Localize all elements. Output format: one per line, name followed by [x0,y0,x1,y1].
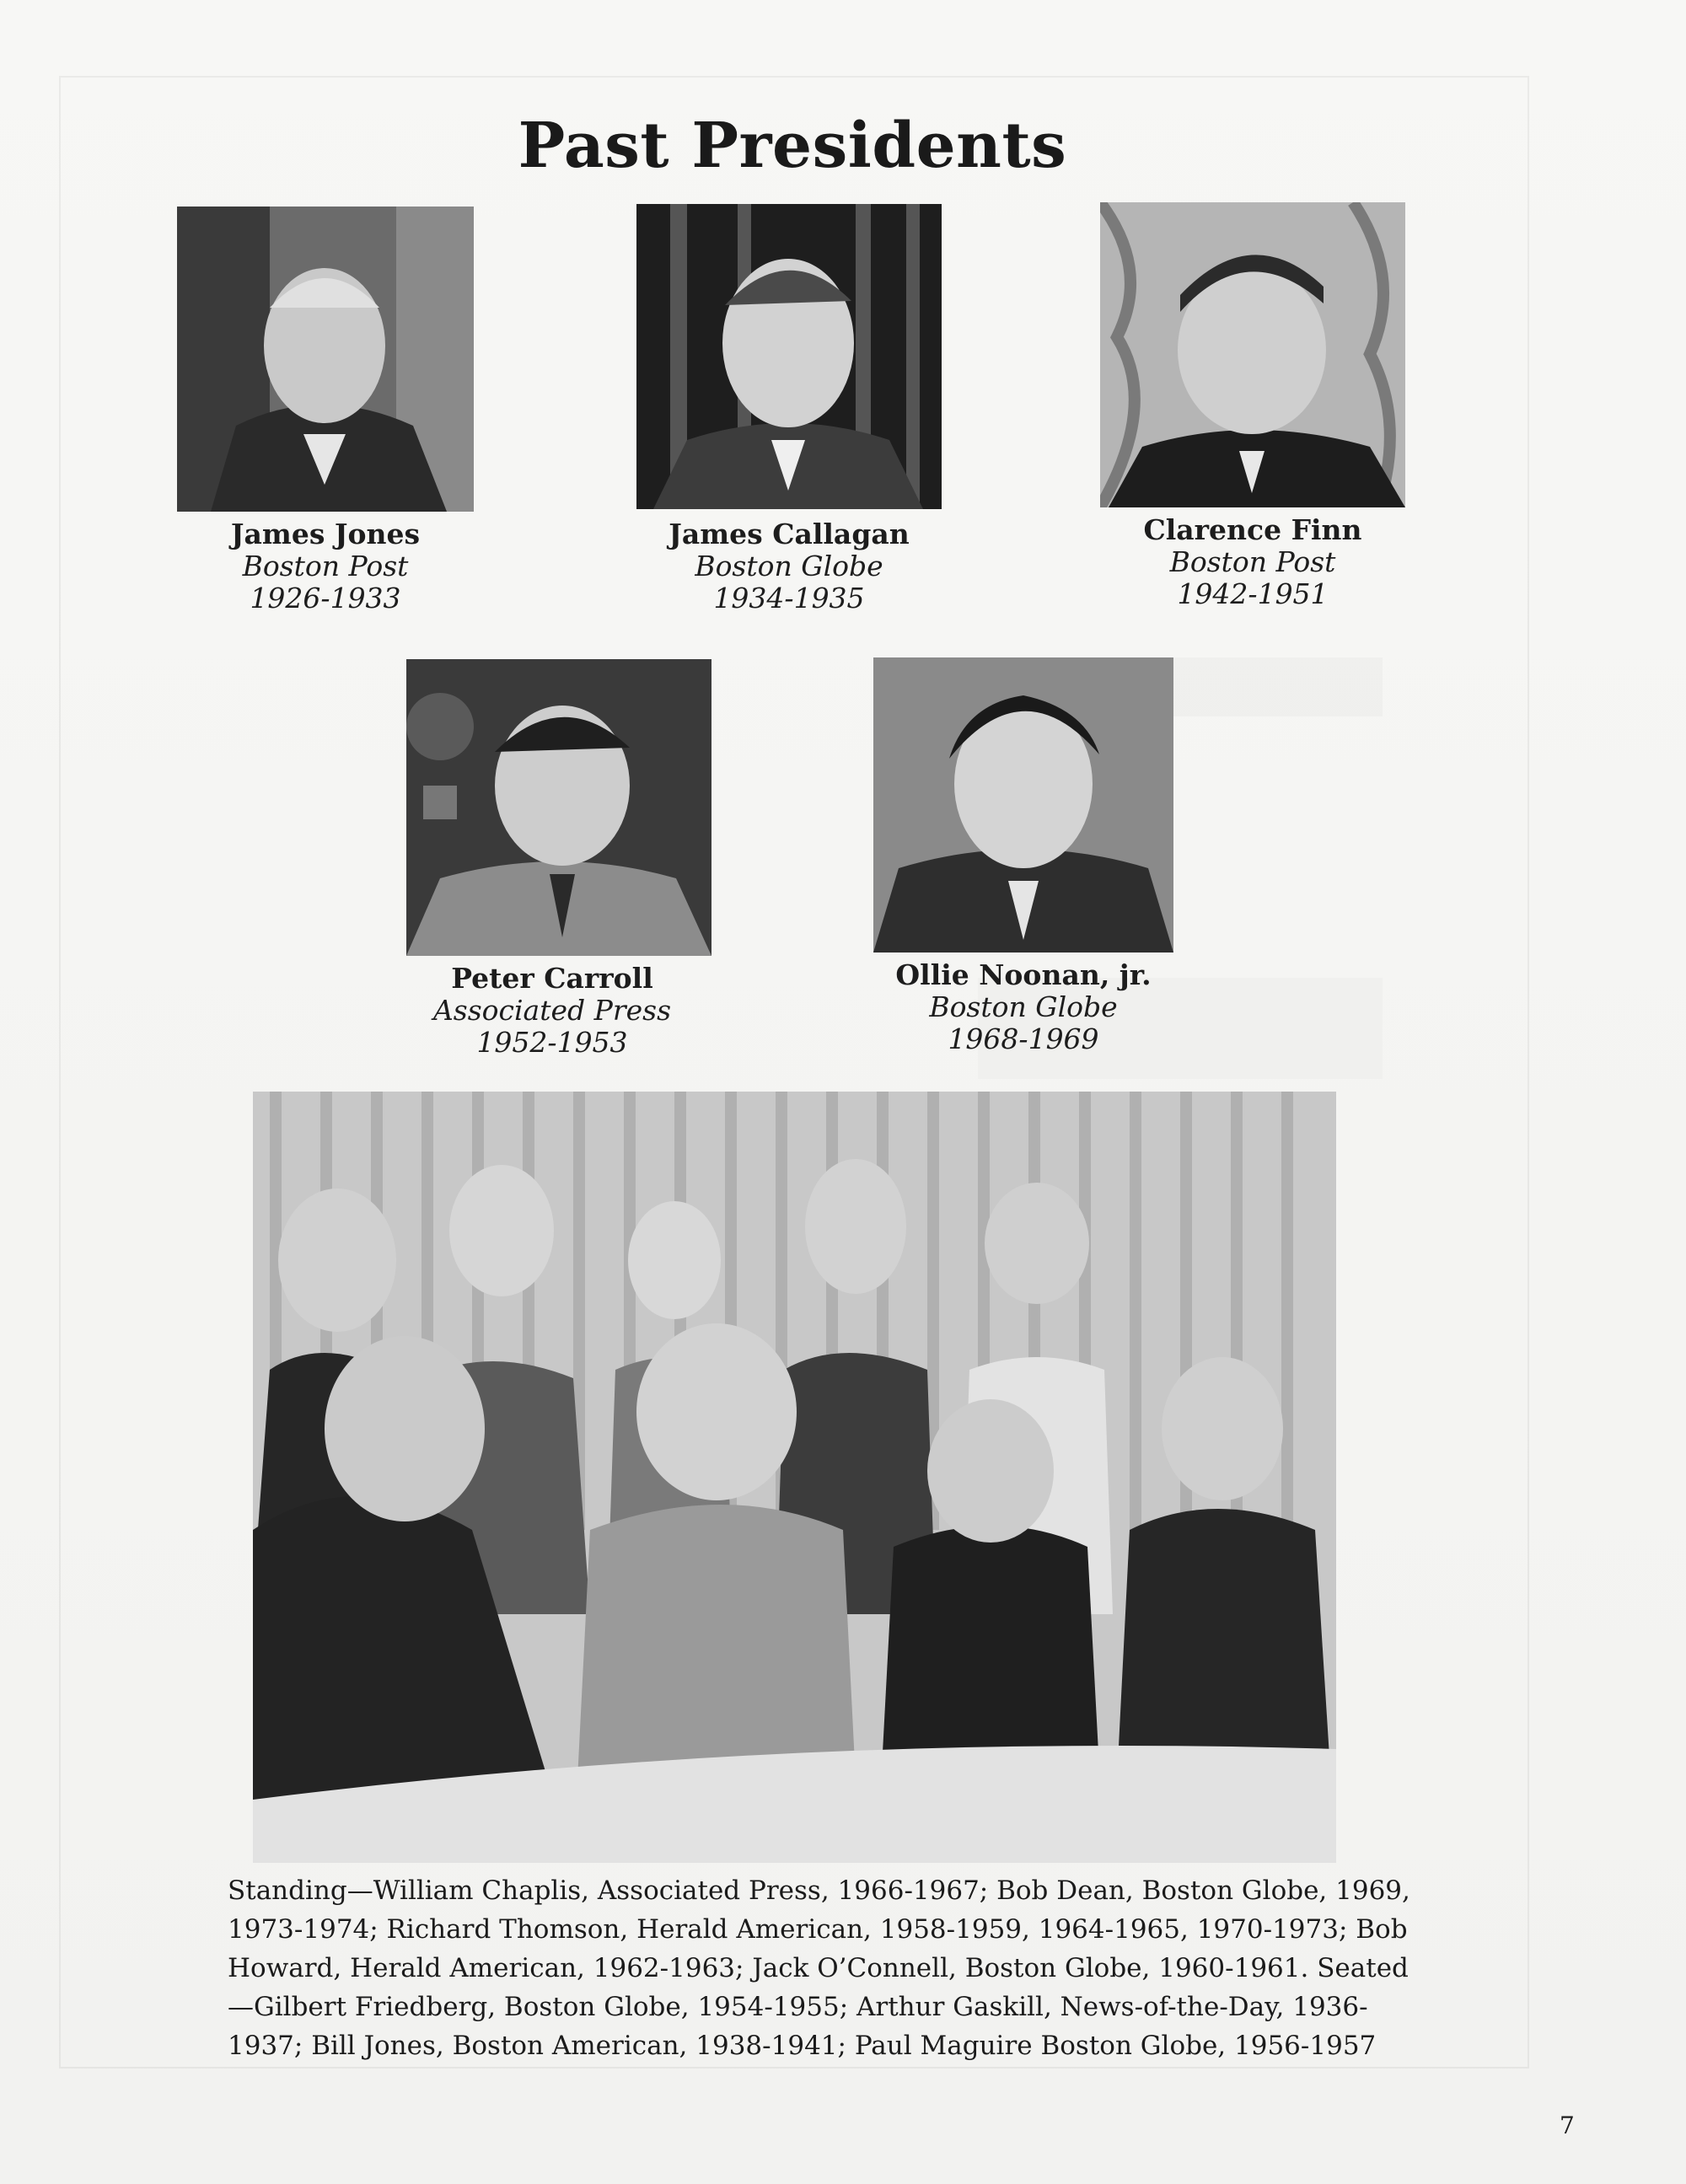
caption-clarence-finn [1084,514,1421,610]
caption-james-callagan [620,518,958,614]
president-years: 1968-1969 [948,1022,1099,1055]
president-years: 1926-1933 [250,582,401,614]
caption-ollie-noonan [855,959,1192,1055]
group-photo-caption: Standing—William Chaplis, Associated Press, 1966-1967; Bob Dean, Boston Globe, 1969, 1973-1974; Richard Thomson, Herald American, 1958-1959, 1964-1965, 1970-1973; Bob Howard, Herald American, 1962-1963; Jack O’Connell, Boston Globe, 1960-1961. Seated—Gilbert Friedberg, Boston Globe, 1954-1955; Arthur Gaskill, News-of-the-Day, 1936-1937; Bill Jones, Boston American, 1938-1941; Paul Maguire Boston Globe, 1956-1957 [228,1875,1410,2061]
portrait-photo-ollie-noonan [873,657,1173,952]
portrait-photo-clarence-finn [1100,202,1405,507]
president-name: James Callagan [668,518,910,550]
portrait-photo-james-jones [177,207,474,512]
president-paper: Boston Globe [929,990,1118,1023]
president-years: 1942-1951 [1177,577,1329,610]
portrait-photo-james-callagan [636,204,942,509]
president-name: Peter Carroll [451,962,653,995]
president-paper: Boston Post [242,550,409,582]
group-photo [253,1092,1336,1863]
caption-peter-carroll [384,963,721,1059]
page-title: Past Presidents [518,110,1067,182]
president-years: 1934-1935 [713,582,865,614]
caption-james-jones [157,518,494,614]
president-paper: Boston Globe [695,550,883,582]
president-name: Ollie Noonan, jr. [895,958,1152,991]
president-paper: Boston Post [1169,545,1336,578]
portrait-photo-peter-carroll [406,659,711,956]
president-name: Clarence Finn [1143,513,1362,546]
page-number: 7 [1560,2112,1575,2139]
president-years: 1952-1953 [476,1026,628,1059]
president-name: James Jones [230,518,421,550]
president-paper: Associated Press [432,994,672,1027]
